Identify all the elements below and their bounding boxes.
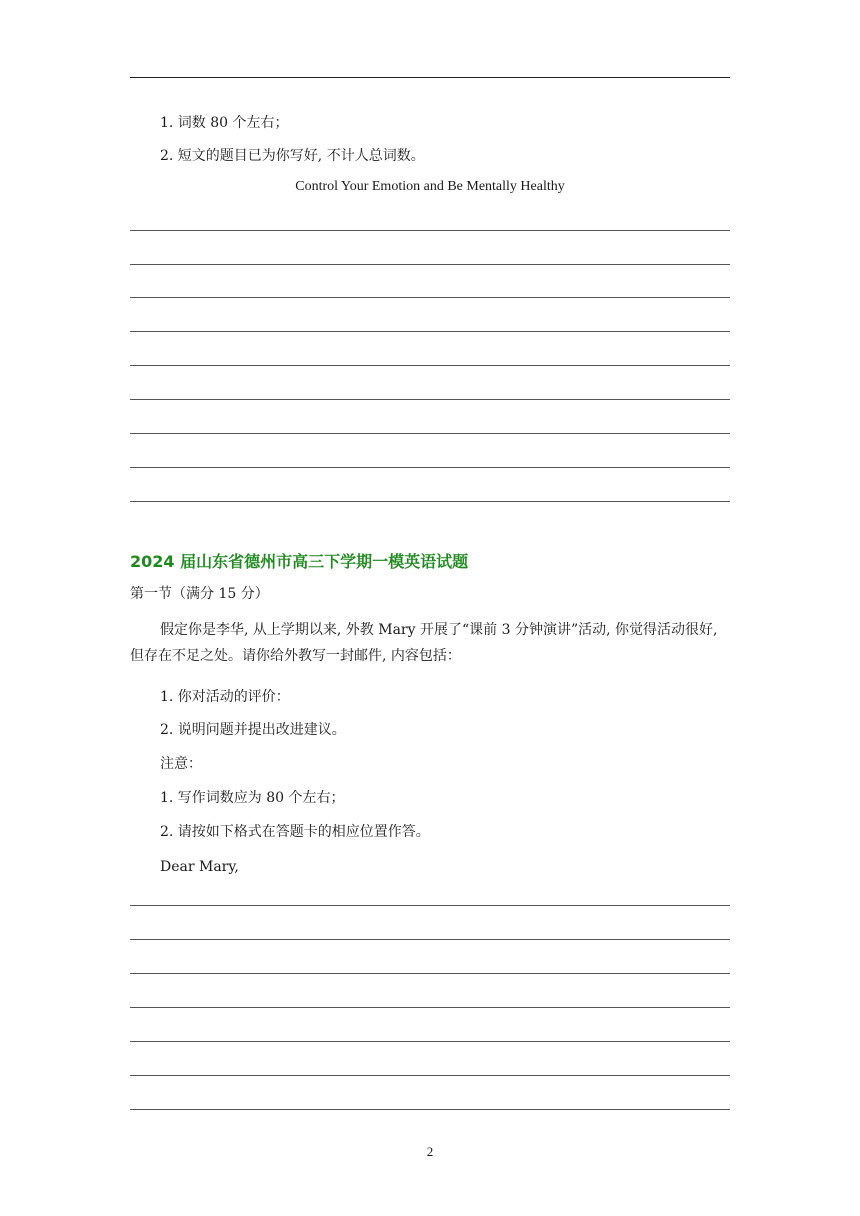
answer-line — [130, 939, 730, 940]
answer-line — [130, 399, 730, 400]
note-format: 2. 请按如下格式在答题卡的相应位置作答。 — [160, 824, 430, 840]
note-word-count: 1. 词数 80 个左右； — [160, 115, 289, 131]
answer-line — [130, 973, 730, 974]
note-title-given: 2. 短文的题目已为你写好, 不计人总词数。 — [160, 148, 425, 164]
content-point-1: 1. 你对活动的评价： — [160, 689, 290, 705]
answer-line — [130, 1007, 730, 1008]
answer-line — [130, 297, 730, 298]
note-word-count-2: 1. 写作词数应为 80 个左右； — [160, 790, 345, 806]
answer-line — [130, 365, 730, 366]
answer-line — [130, 433, 730, 434]
section-label: 第一节（满分 15 分） — [130, 586, 269, 602]
answer-line — [130, 264, 730, 265]
page-number: 2 — [426, 1144, 434, 1159]
answer-line — [130, 905, 730, 906]
essay-title: Control Your Emotion and Be Mentally Healthy — [295, 179, 565, 194]
answer-line — [130, 501, 730, 502]
header-rule — [130, 77, 730, 78]
content-point-2: 2. 说明问题并提出改进建议。 — [160, 722, 346, 738]
note-label: 注意： — [160, 756, 202, 772]
answer-line — [130, 1041, 730, 1042]
answer-line — [130, 1075, 730, 1076]
answer-line — [130, 467, 730, 468]
exam-heading: 2024 届山东省德州市高三下学期一模英语试题 — [130, 552, 469, 571]
answer-line — [130, 1109, 730, 1110]
answer-line — [130, 230, 730, 231]
salutation: Dear Mary, — [160, 859, 239, 875]
answer-line — [130, 331, 730, 332]
task-prompt: 假定你是李华, 从上学期以来, 外教 Mary 开展了“课前 3 分钟演讲”活动, 你觉得活动很好, 但存在不足之处。请你给外教写一封邮件, 内容包括： — [130, 622, 718, 664]
